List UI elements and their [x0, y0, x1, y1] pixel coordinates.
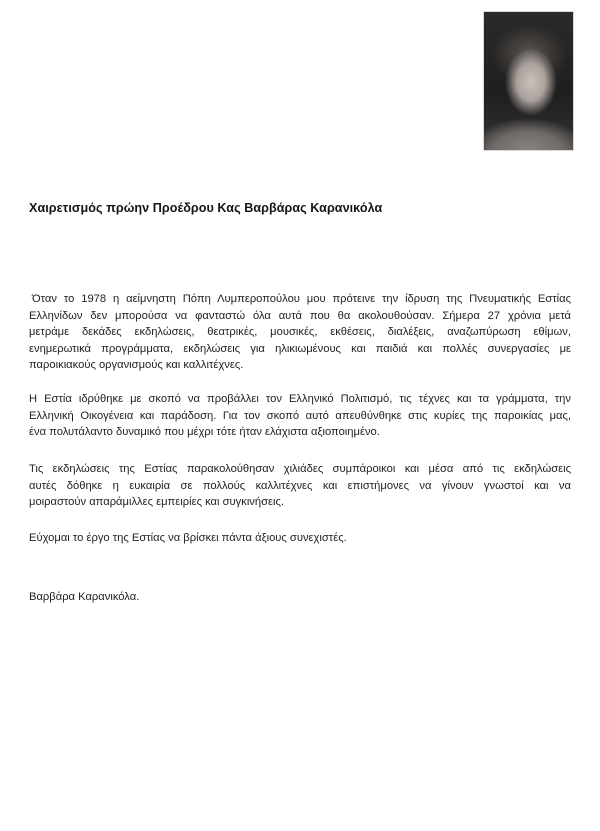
text-line: μοιραστούν απαράμιλλες εμπειρίες και συγκινήσεις.	[29, 496, 284, 509]
text-line: μετράμε δεκάδες εκδηλώσεις, θεατρικές, μουσικές, εκθέσεις, διαλέξεις, αναζωπύρωση εθίμων,	[29, 326, 571, 339]
text-line: αυτές δόθηκε η ευκαιρία σε πολλούς καλλιτέχνες και επιστήμονες να γίνουν γνωστοί και να	[29, 479, 571, 492]
paragraph-1	[29, 291, 571, 374]
text-line: παροικιακούς οργανισμούς και καλλιτέχνες.	[29, 359, 244, 372]
text-line: ένα πολυτάλαντο δυναμικό που μέχρι τότε ήταν ελάχιστα αξιοποιημένο.	[29, 426, 380, 439]
text-line: Τις εκδηλώσεις της Εστίας παρακολούθησαν χιλιάδες συμπάροικοι και μέσα από τις εκδηλώσεις	[29, 463, 571, 475]
paragraph-4	[29, 530, 571, 547]
text-line: Όταν το 1978 η αείμνηστη Πόπη Λυμπεροπούλου μου πρότεινε την ίδρυση της Πνευματικής Εστίας	[32, 293, 571, 305]
paragraph-2	[29, 391, 571, 441]
text-line: Ελληνίδων δεν μπορούσα να φανταστώ όλα αυτά που θα ακολουθούσαν. Σήμερα 27 χρόνια μετά	[29, 309, 571, 322]
signature	[29, 589, 571, 606]
text-line: Εύχομαι το έργο της Εστίας να βρίσκει πάντα άξιους συνεχιστές.	[29, 532, 347, 544]
text-line: Ελληνική Οικογένεια και παράδοση. Για τον σκοπό αυτό απευθύνθηκε στις κυρίες της παροικίας μας,	[29, 409, 571, 422]
page-title: Χαιρετισμός πρώην Προέδρου Κας Βαρβάρας Καρανικόλα	[29, 201, 383, 215]
signature-name: Βαρβάρα Καρανικόλα.	[29, 591, 140, 603]
text-line: Η Εστία ιδρύθηκε με σκοπό να προβάλλει τον Ελληνικό Πολιτισμό, τις τέχνες και τα γράμματα, την	[29, 393, 571, 405]
portrait-photo	[483, 11, 574, 151]
paragraph-3	[29, 461, 571, 511]
text-line: ενημερωτικά προγράμματα, εκδηλώσεις για ηλικιωμένους και παιδιά και πολλές συνεργασίες με	[29, 342, 571, 355]
